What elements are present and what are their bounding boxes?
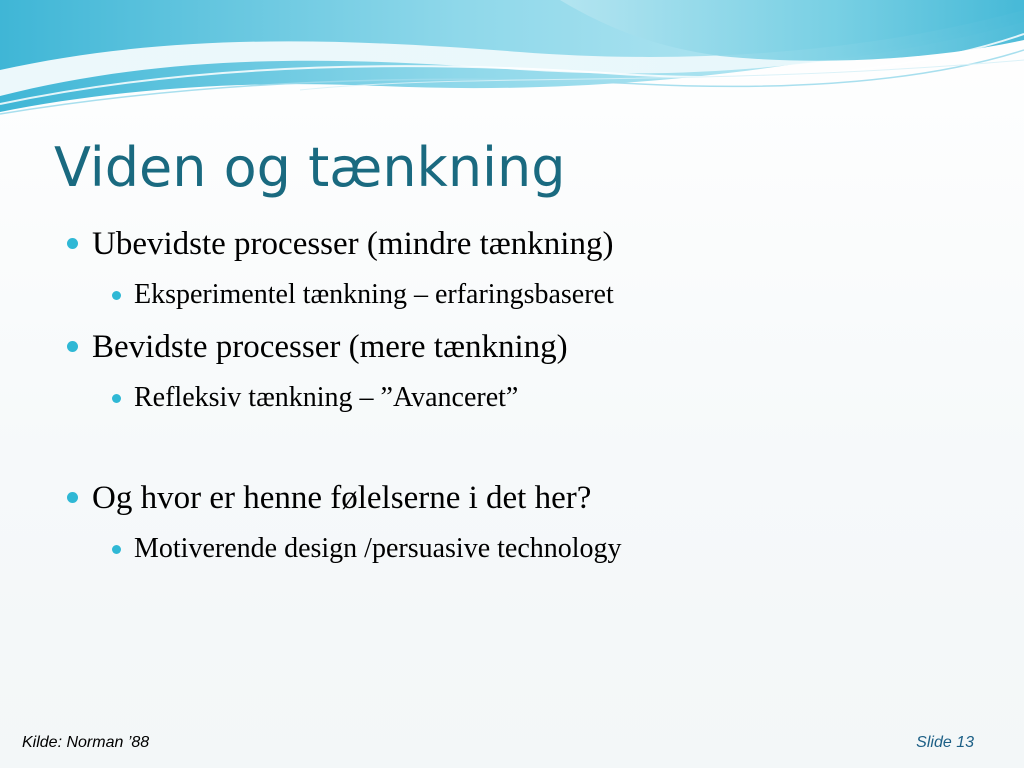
bullet-item [92, 224, 613, 264]
bullet-item [92, 327, 568, 367]
sub-bullet-text: Eksperimentel tænkning – erfaringsbaseret [134, 279, 614, 310]
bullet-item [92, 478, 591, 518]
slide-title: Viden og tænkning [54, 136, 566, 199]
bullet-text: Bevidste processer (mere tænkning) [92, 329, 568, 365]
header-wave-decoration [0, 0, 1024, 130]
bullet-marker-icon [112, 291, 121, 300]
footer-source: Kilde: Norman ’88 [22, 734, 150, 751]
bullet-text: Ubevidste processer (mindre tænkning) [92, 226, 614, 262]
sub-bullet-item [134, 532, 622, 566]
sub-bullet-item [134, 278, 614, 312]
bullet-marker-icon [67, 492, 78, 503]
bullet-marker-icon [112, 394, 121, 403]
bullet-text: Og hvor er henne følelserne i det her? [92, 480, 592, 516]
bullet-marker-icon [67, 341, 78, 352]
sub-bullet-text: Refleksiv tænkning – ”Avanceret” [134, 382, 519, 413]
bullet-marker-icon [67, 238, 78, 249]
sub-bullet-text: Motiverende design /persuasive technology [134, 533, 622, 564]
bullet-marker-icon [112, 545, 121, 554]
slide-number: Slide 13 [916, 734, 974, 751]
sub-bullet-item [134, 381, 518, 415]
